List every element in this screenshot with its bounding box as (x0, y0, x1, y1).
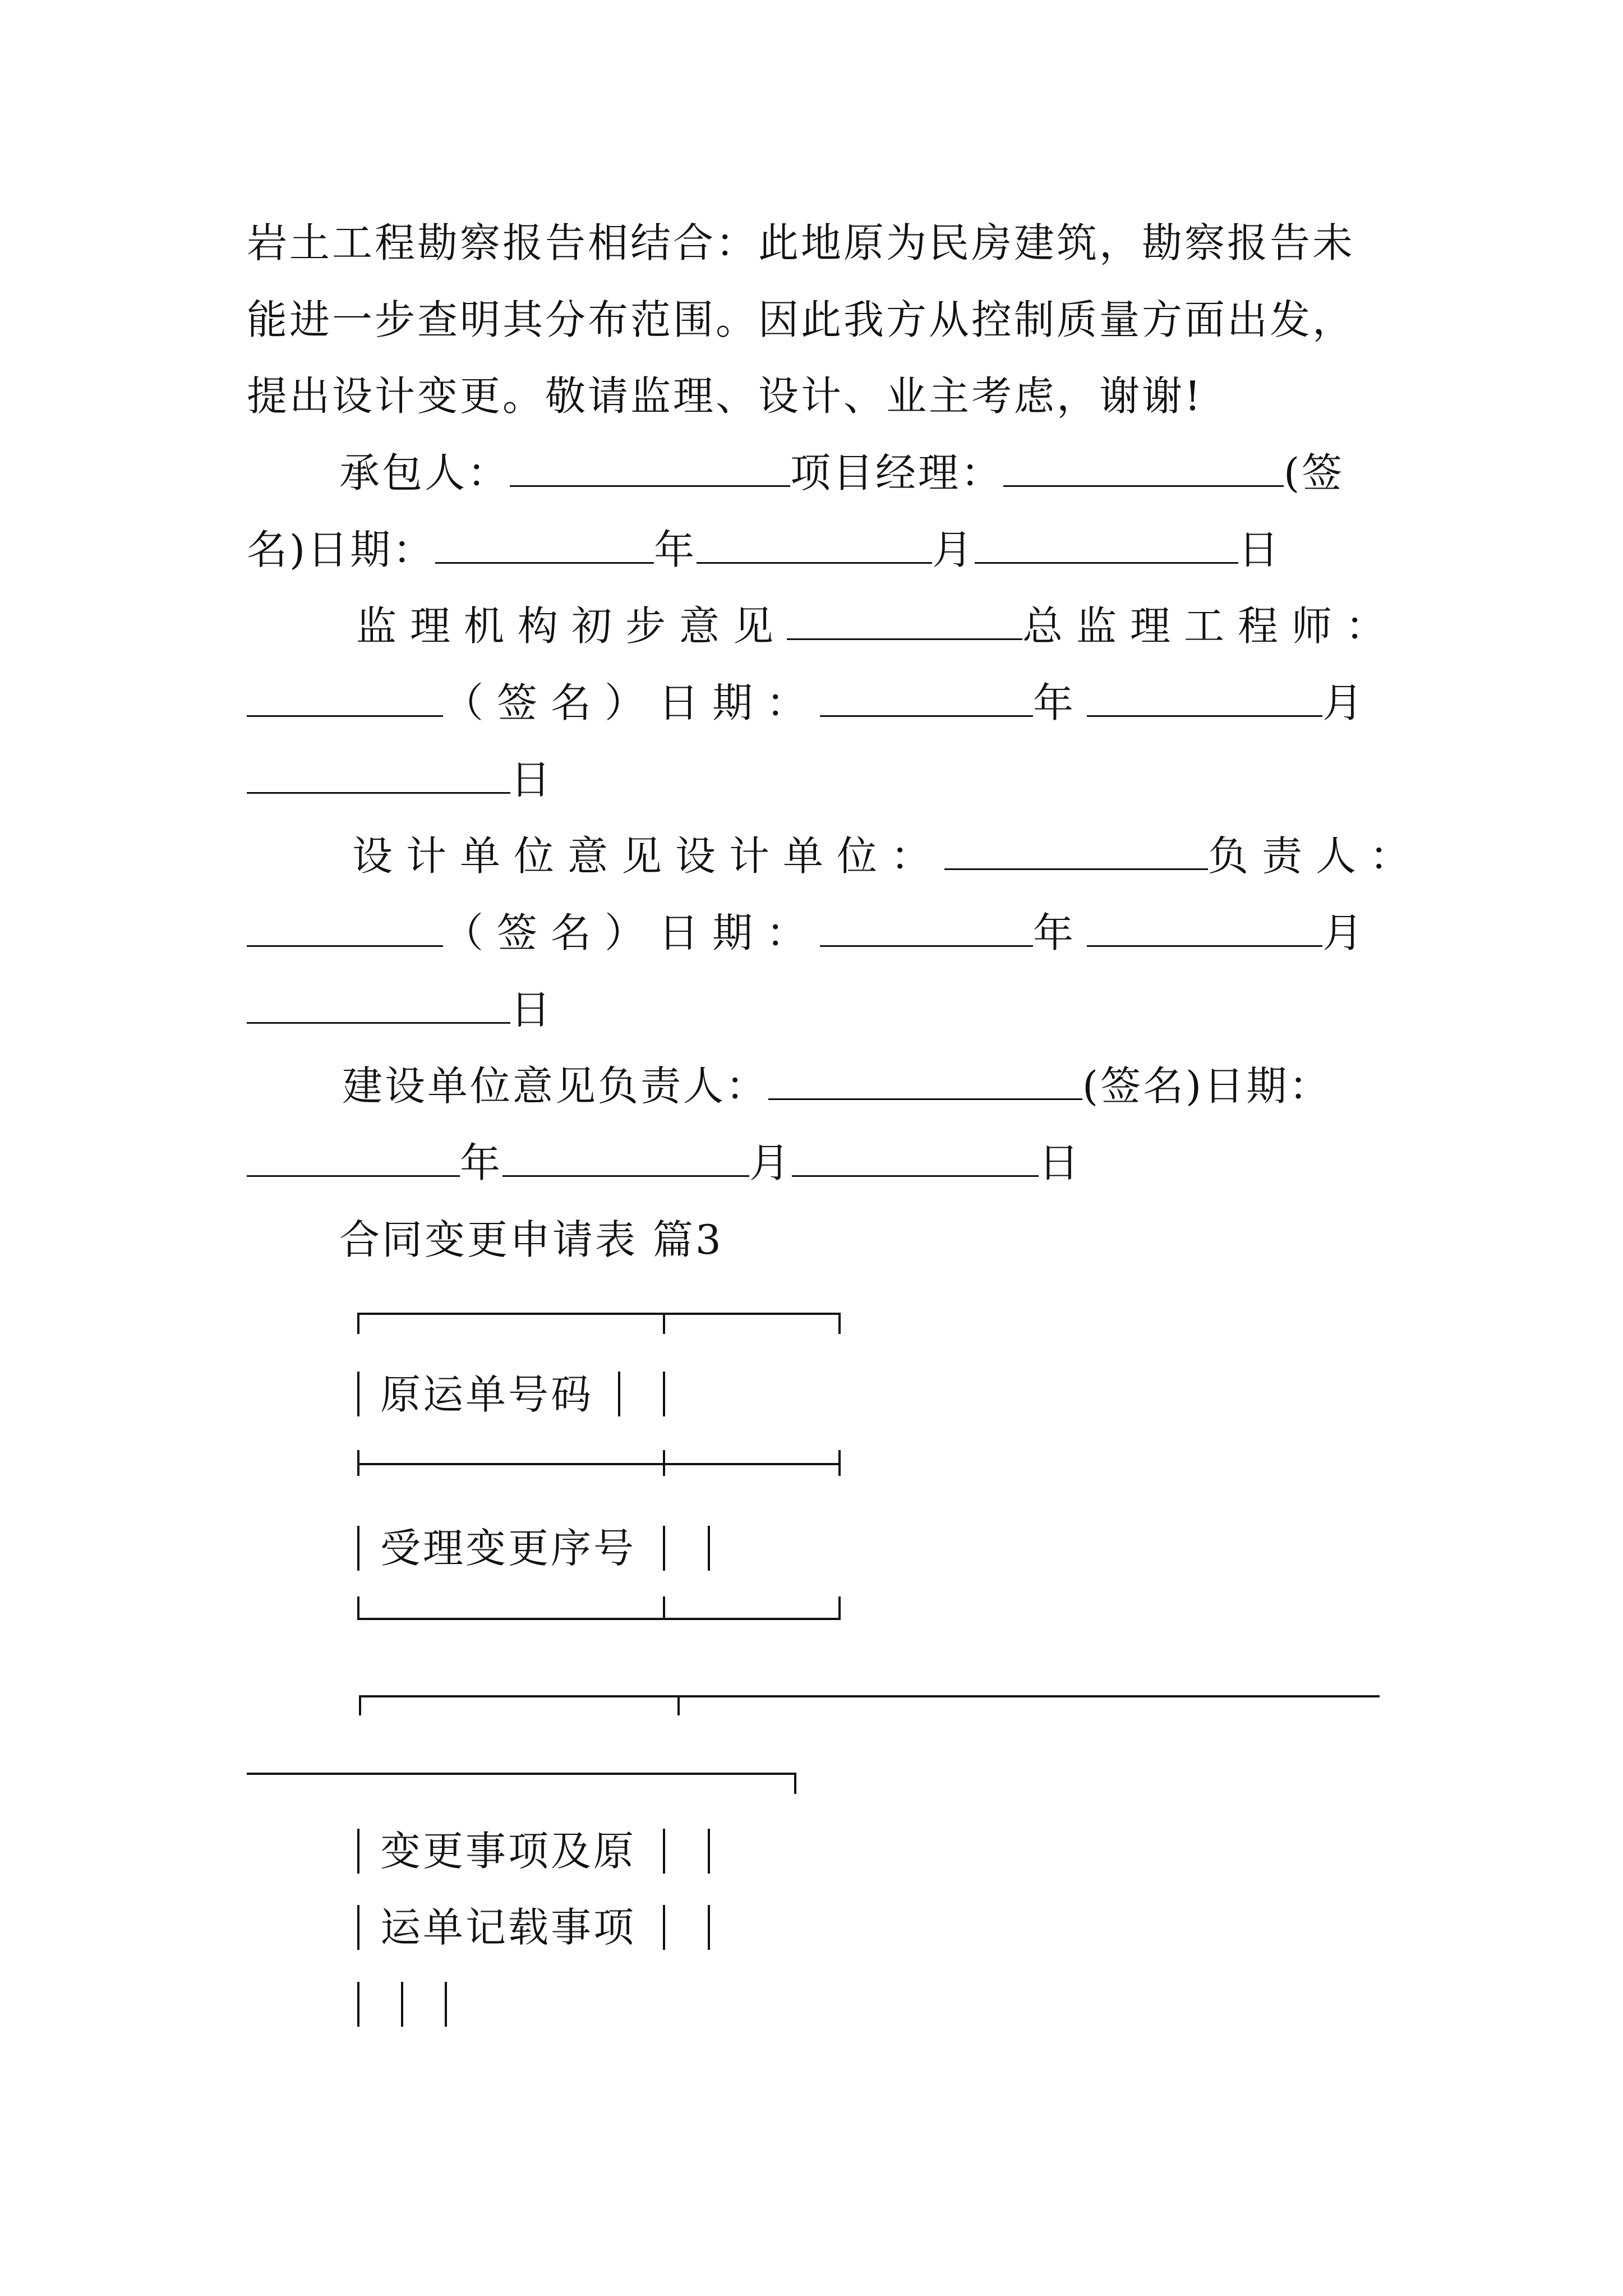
supervision-day-line (247, 753, 553, 807)
day-label: 日 (1039, 1139, 1082, 1186)
table-2-bar (401, 1982, 403, 2027)
table-2-divider (677, 1695, 680, 1715)
year-label: 年 (1033, 909, 1087, 956)
day-blank[interactable] (247, 753, 510, 794)
day-blank[interactable] (247, 983, 510, 1024)
contractor-blank[interactable] (510, 446, 790, 487)
supervision-label: 监理机构初步意见 (356, 602, 787, 650)
paragraph-line-2: 能进一步查明其分布范围。因此我方从控制质量方面出发， (247, 296, 1355, 343)
table-1-left-bar (357, 1526, 359, 1571)
table-2-top-border-continued (247, 1773, 796, 1775)
table-2-bar (663, 1905, 665, 1950)
engineer-label: 总监理工程师： (1022, 602, 1400, 650)
design-label: 设计单位意见设计单位： (352, 832, 945, 880)
table-2-top-border (359, 1695, 1380, 1697)
day-label: 日 (510, 986, 554, 1033)
supervision-line (356, 599, 1399, 653)
table-1-corner (357, 1596, 359, 1619)
year-blank[interactable] (247, 1136, 460, 1177)
year-blank[interactable] (435, 523, 654, 564)
table-2-corner (359, 1695, 361, 1715)
year-blank[interactable] (820, 906, 1033, 947)
design-day-line (247, 983, 553, 1037)
paragraph-line-1: 岩土工程勘察报告相结合：此地原为民房建筑，勘察报告未 (247, 219, 1355, 266)
design-line (352, 829, 1423, 883)
table-1-bottom-border (357, 1618, 841, 1620)
table-1-corner (838, 1313, 841, 1334)
supervision-blank[interactable] (787, 599, 1022, 640)
day-blank[interactable] (792, 1136, 1039, 1177)
table-2-bar (357, 1982, 359, 2027)
manager-blank[interactable] (1003, 446, 1284, 487)
table-1-junction (357, 1450, 359, 1476)
table-1-left-bar (357, 1372, 359, 1416)
month-blank[interactable] (1087, 906, 1322, 947)
owner-blank[interactable] (247, 906, 443, 947)
table-2-row-2: 运单记载事项 (380, 1904, 637, 1951)
month-label: 月 (932, 526, 975, 573)
table-1-corner (357, 1313, 359, 1334)
table-1-bar (663, 1526, 665, 1571)
engineer-blank[interactable] (247, 676, 443, 717)
table-2-left-bar (357, 1829, 359, 1874)
table-1-junction (838, 1450, 841, 1476)
month-label: 月 (1322, 909, 1377, 956)
table-1-bar (708, 1526, 710, 1571)
day-label: 日 (510, 756, 554, 803)
table-1-row-1: 原运单号码 (380, 1371, 594, 1418)
month-blank[interactable] (1087, 676, 1322, 717)
year-label: 年 (654, 526, 697, 573)
table-1-top-border (357, 1313, 841, 1315)
day-blank[interactable] (975, 523, 1238, 564)
table-1-middle-border (357, 1463, 841, 1465)
table-2-bar (708, 1829, 710, 1874)
contractor-line (339, 446, 1344, 500)
table-1-bar (663, 1372, 665, 1416)
contractor-date-line (247, 523, 1281, 577)
manager-label: 项目经理： (790, 449, 1004, 496)
table-2-bar (708, 1905, 710, 1950)
section-title: 合同变更申请表 篇3 (339, 1216, 723, 1263)
sign-date-label: （签名）日期： (443, 679, 820, 726)
day-label: 日 (1238, 526, 1281, 573)
sign-date-label: 名)日期： (247, 526, 436, 573)
month-label: 月 (1322, 679, 1377, 726)
builder-blank[interactable] (768, 1059, 1082, 1100)
month-blank[interactable] (697, 523, 932, 564)
builder-line (342, 1059, 1331, 1113)
table-1-junction (663, 1450, 665, 1476)
table-2-left-bar (357, 1905, 359, 1950)
builder-label: 建设单位意见负责人： (342, 1062, 769, 1110)
design-date-line (247, 906, 1376, 960)
builder-date-line (247, 1136, 1081, 1190)
year-label: 年 (460, 1139, 503, 1186)
table-1-divider (663, 1313, 665, 1334)
table-2-bar (445, 1982, 447, 2027)
sign-date-label: （签名）日期： (443, 909, 820, 956)
sign-open: (签 (1284, 449, 1345, 496)
month-label: 月 (749, 1139, 792, 1186)
year-blank[interactable] (820, 676, 1033, 717)
design-blank[interactable] (944, 829, 1208, 870)
paragraph-line-3: 提出设计变更。敬请监理、设计、业主考虑，谢谢! (247, 372, 1203, 420)
table-2-row-1: 变更事项及原 (380, 1828, 637, 1875)
year-label: 年 (1033, 679, 1087, 726)
table-2-bar (663, 1829, 665, 1874)
contractor-label: 承包人： (339, 449, 510, 496)
table-1-bar (618, 1372, 620, 1416)
owner-label: 负责人： (1208, 832, 1424, 880)
table-1-row-2: 受理变更序号 (380, 1525, 637, 1572)
table-2-corner (794, 1773, 796, 1794)
supervision-date-line (247, 676, 1376, 730)
sign-date-label: (签名)日期： (1082, 1062, 1332, 1110)
table-1-junction (663, 1596, 665, 1619)
table-1-corner (838, 1596, 841, 1619)
month-blank[interactable] (502, 1136, 749, 1177)
